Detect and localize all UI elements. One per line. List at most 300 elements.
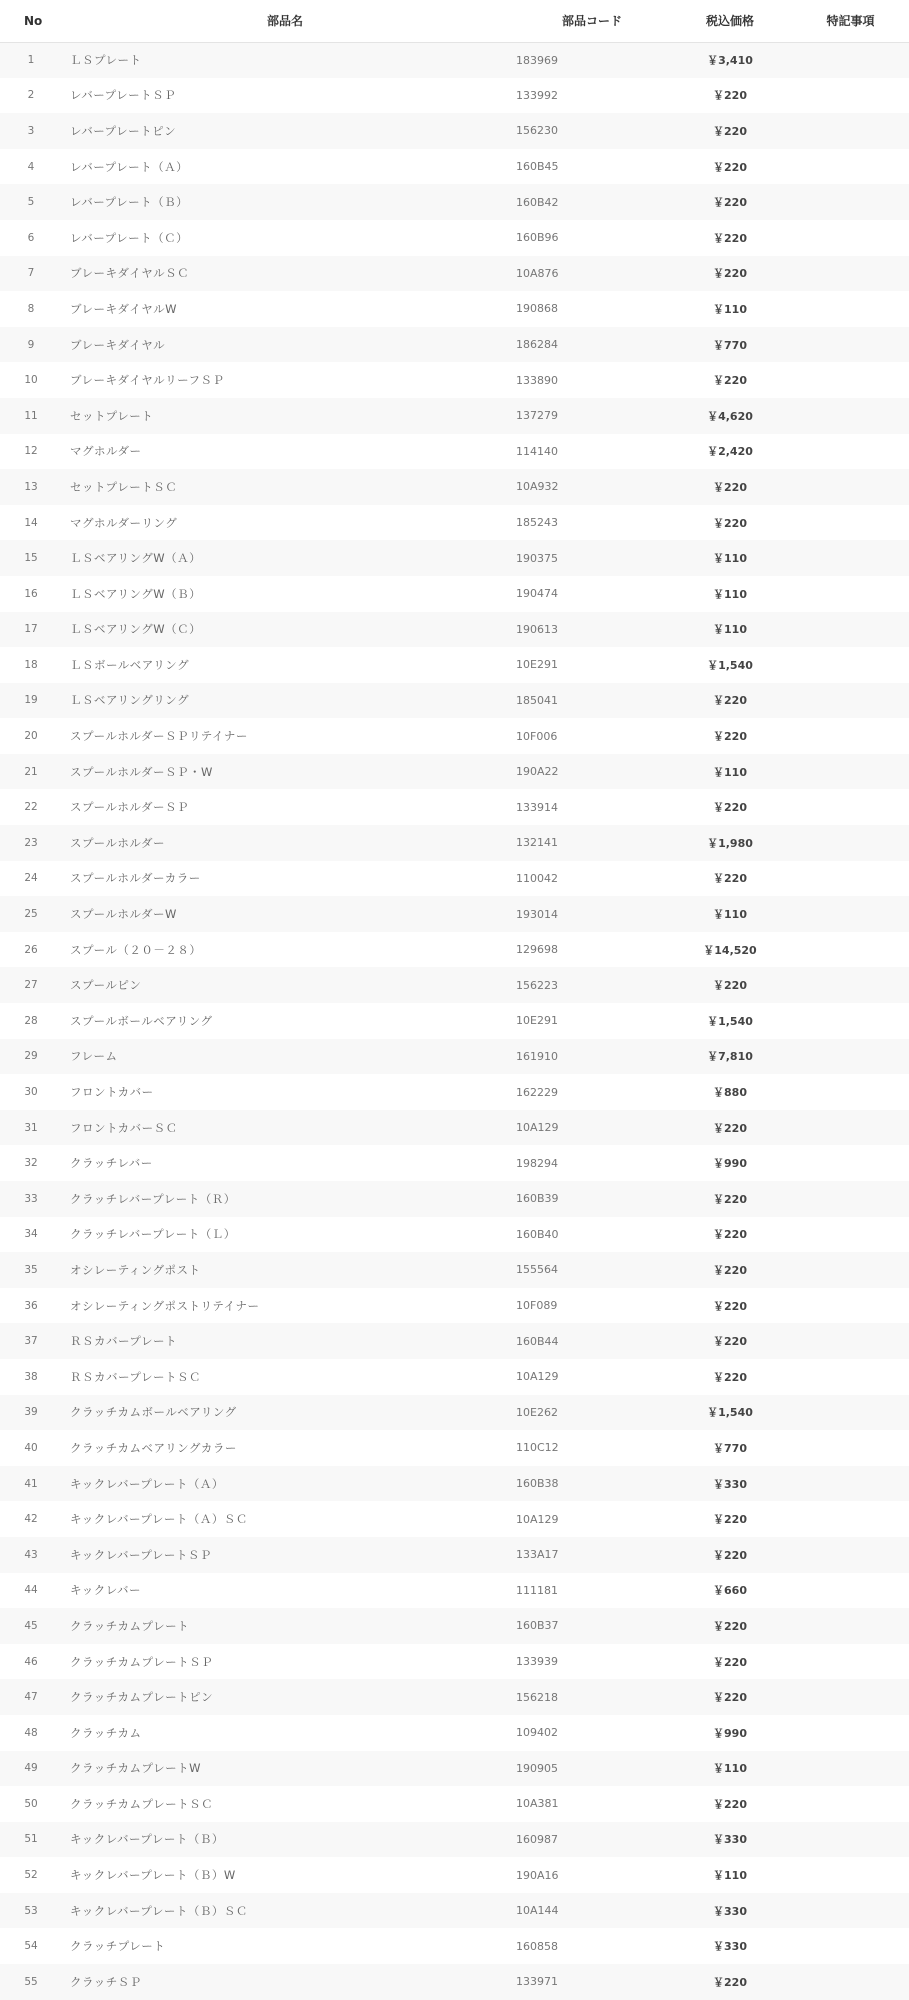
part-name: キックレバープレート（Ｂ） bbox=[70, 1832, 224, 1847]
part-note bbox=[792, 540, 909, 576]
part-name: スプールホルダーカラー bbox=[70, 871, 201, 886]
part-price: ￥220 bbox=[713, 1263, 747, 1277]
part-note bbox=[792, 647, 909, 683]
part-name: クラッチカムプレートピン bbox=[70, 1690, 214, 1705]
part-note bbox=[792, 184, 909, 220]
table-row bbox=[0, 1252, 909, 1288]
row-number: 20 bbox=[24, 730, 38, 743]
table-row bbox=[0, 505, 909, 541]
part-code: 10F089 bbox=[516, 1299, 558, 1313]
part-price: ￥330 bbox=[713, 1940, 747, 1954]
table-row bbox=[0, 1145, 909, 1181]
part-name: セットプレート bbox=[70, 408, 154, 423]
part-name: ＬＳベアリングリング bbox=[70, 693, 190, 708]
row-number: 25 bbox=[24, 908, 38, 921]
part-name: レバープレート（Ｃ） bbox=[70, 230, 189, 245]
table-row bbox=[0, 932, 909, 968]
part-price: ￥220 bbox=[713, 1619, 747, 1633]
part-code: 186284 bbox=[516, 338, 558, 352]
part-name: クラッチカムベアリングカラー bbox=[70, 1440, 237, 1455]
part-note bbox=[792, 1537, 909, 1573]
part-price: ￥220 bbox=[713, 694, 747, 708]
part-note bbox=[792, 1501, 909, 1537]
part-note bbox=[792, 612, 909, 648]
part-price: ￥220 bbox=[713, 1975, 747, 1989]
part-price: ￥220 bbox=[713, 516, 747, 530]
part-code: 133971 bbox=[516, 1975, 558, 1989]
part-note bbox=[792, 1359, 909, 1395]
part-code: 160987 bbox=[516, 1832, 558, 1846]
part-code: 190905 bbox=[516, 1761, 558, 1775]
part-name: レバープレートＳＰ bbox=[70, 88, 177, 103]
part-price: ￥1,540 bbox=[707, 658, 753, 672]
part-note bbox=[792, 78, 909, 114]
row-number: 51 bbox=[24, 1833, 38, 1846]
row-number: 37 bbox=[24, 1335, 38, 1348]
table-row bbox=[0, 256, 909, 292]
part-code: 160B38 bbox=[516, 1477, 559, 1491]
part-code: 193014 bbox=[516, 907, 558, 921]
row-number: 47 bbox=[24, 1691, 38, 1704]
row-number: 40 bbox=[24, 1441, 38, 1454]
part-note bbox=[792, 256, 909, 292]
row-number: 55 bbox=[24, 1975, 38, 1988]
part-name: クラッチカムプレートＳＰ bbox=[70, 1654, 214, 1669]
part-note bbox=[792, 576, 909, 612]
part-code: 133939 bbox=[516, 1655, 558, 1669]
row-number: 32 bbox=[24, 1157, 38, 1170]
row-number: 35 bbox=[24, 1263, 38, 1276]
header-part-code: 部品コード bbox=[508, 0, 668, 42]
table-row bbox=[0, 78, 909, 114]
table-row bbox=[0, 327, 909, 363]
table-row bbox=[0, 861, 909, 897]
part-price: ￥110 bbox=[713, 1869, 747, 1883]
part-code: 10A876 bbox=[516, 266, 559, 280]
part-note bbox=[792, 1786, 909, 1822]
table-row bbox=[0, 1679, 909, 1715]
table-row bbox=[0, 398, 909, 434]
part-name: オシレーティングポスト bbox=[70, 1262, 201, 1277]
row-number: 38 bbox=[24, 1370, 38, 1383]
row-number: 10 bbox=[24, 374, 38, 387]
part-name: キックレバー bbox=[70, 1583, 141, 1598]
row-number: 54 bbox=[24, 1940, 38, 1953]
part-name: ブレーキダイヤル bbox=[70, 337, 166, 352]
part-code: 10A144 bbox=[516, 1904, 559, 1918]
table-row bbox=[0, 1466, 909, 1502]
part-code: 161910 bbox=[516, 1049, 558, 1063]
row-number: 1 bbox=[27, 54, 35, 67]
part-note bbox=[792, 1573, 909, 1609]
part-note bbox=[792, 1964, 909, 2000]
part-price: ￥220 bbox=[713, 89, 747, 103]
header-no: No bbox=[0, 0, 62, 42]
part-note bbox=[792, 896, 909, 932]
part-price: ￥1,540 bbox=[707, 1014, 753, 1028]
part-note bbox=[792, 1751, 909, 1787]
part-note bbox=[792, 1252, 909, 1288]
part-code: 190474 bbox=[516, 587, 558, 601]
part-note bbox=[792, 398, 909, 434]
table-row bbox=[0, 789, 909, 825]
row-number: 7 bbox=[27, 267, 35, 280]
row-number: 30 bbox=[24, 1086, 38, 1099]
part-name: クラッチカムプレートＳＣ bbox=[70, 1796, 214, 1811]
row-number: 41 bbox=[24, 1477, 38, 1490]
part-name: ＬＳベアリングW（Ｂ） bbox=[70, 586, 202, 601]
part-name: クラッチカムプレートW bbox=[70, 1761, 201, 1776]
table-body bbox=[0, 42, 909, 2000]
part-name: キックレバープレートＳＰ bbox=[70, 1547, 212, 1562]
part-name: ブレーキダイヤルリーフＳＰ bbox=[70, 373, 225, 388]
part-name: ブレーキダイヤルW bbox=[70, 301, 177, 316]
part-note bbox=[792, 1608, 909, 1644]
part-note bbox=[792, 1145, 909, 1181]
part-note bbox=[792, 861, 909, 897]
part-note bbox=[792, 1644, 909, 1680]
row-number: 4 bbox=[27, 160, 35, 173]
row-number: 6 bbox=[27, 231, 35, 244]
part-name: クラッチレバープレート（Ｌ） bbox=[70, 1227, 236, 1242]
table-row bbox=[0, 434, 909, 470]
row-number: 12 bbox=[24, 445, 38, 458]
table-row bbox=[0, 1395, 909, 1431]
row-number: 45 bbox=[24, 1619, 38, 1632]
part-note bbox=[792, 505, 909, 541]
row-number: 14 bbox=[24, 516, 38, 529]
part-price: ￥110 bbox=[713, 623, 747, 637]
part-note bbox=[792, 1893, 909, 1929]
part-code: 10E291 bbox=[516, 1014, 558, 1028]
part-note bbox=[792, 149, 909, 185]
part-name: クラッチプレート bbox=[70, 1939, 166, 1954]
part-price: ￥4,620 bbox=[707, 409, 753, 423]
part-name: スプールボールベアリング bbox=[70, 1013, 213, 1028]
row-number: 16 bbox=[24, 587, 38, 600]
part-code: 10A381 bbox=[516, 1797, 559, 1811]
table-row bbox=[0, 1323, 909, 1359]
part-code: 160B45 bbox=[516, 160, 559, 174]
row-number: 18 bbox=[24, 658, 38, 671]
part-price: ￥1,980 bbox=[707, 836, 753, 850]
part-price: ￥220 bbox=[713, 1513, 747, 1527]
part-price: ￥3,410 bbox=[707, 54, 753, 68]
part-name: ＬＳプレート bbox=[70, 53, 142, 68]
row-number: 24 bbox=[24, 872, 38, 885]
row-number: 33 bbox=[24, 1192, 38, 1205]
table-row bbox=[0, 1537, 909, 1573]
part-note bbox=[792, 967, 909, 1003]
part-name: キックレバープレート（Ｂ）W bbox=[70, 1868, 236, 1883]
part-code: 160B96 bbox=[516, 231, 559, 245]
part-code: 185041 bbox=[516, 693, 558, 707]
part-price: ￥1,540 bbox=[707, 1406, 753, 1420]
part-code: 129698 bbox=[516, 943, 558, 957]
header-row bbox=[0, 0, 909, 42]
part-code: 198294 bbox=[516, 1156, 558, 1170]
part-code: 111181 bbox=[516, 1583, 558, 1597]
part-note bbox=[792, 1715, 909, 1751]
part-price: ￥990 bbox=[713, 1157, 747, 1171]
part-code: 114140 bbox=[516, 444, 558, 458]
part-price: ￥220 bbox=[713, 730, 747, 744]
part-name: マグホルダーリング bbox=[70, 515, 178, 530]
part-price: ￥110 bbox=[713, 552, 747, 566]
part-price: ￥660 bbox=[713, 1584, 747, 1598]
table-row bbox=[0, 1893, 909, 1929]
table-row bbox=[0, 1501, 909, 1537]
part-note bbox=[792, 683, 909, 719]
table-row bbox=[0, 1822, 909, 1858]
part-code: 160B39 bbox=[516, 1192, 559, 1206]
row-number: 21 bbox=[24, 765, 38, 778]
table-row bbox=[0, 149, 909, 185]
part-price: ￥110 bbox=[713, 908, 747, 922]
row-number: 27 bbox=[24, 979, 38, 992]
part-code: 10F006 bbox=[516, 729, 558, 743]
row-number: 2 bbox=[27, 89, 35, 102]
part-code: 156218 bbox=[516, 1690, 558, 1704]
part-name: キックレバープレート（Ａ） bbox=[70, 1476, 224, 1491]
part-name: スプールホルダー bbox=[70, 835, 165, 850]
part-price: ￥220 bbox=[713, 1335, 747, 1349]
table-row bbox=[0, 896, 909, 932]
part-price: ￥220 bbox=[713, 1655, 747, 1669]
part-code: 183969 bbox=[516, 53, 558, 67]
part-note bbox=[792, 1395, 909, 1431]
part-name: マグホルダー bbox=[70, 444, 142, 459]
row-number: 43 bbox=[24, 1548, 38, 1561]
table-row bbox=[0, 1003, 909, 1039]
part-name: ＬＳベアリングW（Ａ） bbox=[70, 551, 202, 566]
part-name: ＲＳカバープレート bbox=[70, 1334, 177, 1349]
table-row bbox=[0, 612, 909, 648]
part-code: 133890 bbox=[516, 373, 558, 387]
part-code: 10A932 bbox=[516, 480, 559, 494]
part-price: ￥770 bbox=[713, 1441, 747, 1455]
row-number: 19 bbox=[24, 694, 38, 707]
part-code: 10E291 bbox=[516, 658, 558, 672]
part-code: 190A22 bbox=[516, 765, 559, 779]
part-code: 10A129 bbox=[516, 1121, 559, 1135]
part-price: ￥220 bbox=[713, 1370, 747, 1384]
part-name: ブレーキダイヤルＳＣ bbox=[70, 266, 190, 281]
table-row bbox=[0, 754, 909, 790]
row-number: 26 bbox=[24, 943, 38, 956]
part-price: ￥220 bbox=[713, 1299, 747, 1313]
part-note bbox=[792, 327, 909, 363]
part-price: ￥14,520 bbox=[703, 943, 757, 957]
row-number: 17 bbox=[24, 623, 38, 636]
table-row bbox=[0, 1288, 909, 1324]
table-row bbox=[0, 1644, 909, 1680]
part-note bbox=[792, 1181, 909, 1217]
part-code: 156223 bbox=[516, 978, 558, 992]
table-row bbox=[0, 184, 909, 220]
row-number: 36 bbox=[24, 1299, 38, 1312]
part-name: クラッチレバー bbox=[70, 1156, 153, 1171]
part-price: ￥220 bbox=[713, 480, 747, 494]
part-price: ￥110 bbox=[713, 587, 747, 601]
part-name: ＬＳボールベアリング bbox=[70, 657, 190, 672]
part-price: ￥990 bbox=[713, 1726, 747, 1740]
part-name: スプールホルダーＳＰリテイナー bbox=[70, 729, 248, 744]
part-code: 132141 bbox=[516, 836, 558, 850]
part-price: ￥110 bbox=[713, 765, 747, 779]
part-name: クラッチカム bbox=[70, 1725, 142, 1740]
part-code: 10E262 bbox=[516, 1405, 558, 1419]
table-row bbox=[0, 540, 909, 576]
row-number: 5 bbox=[27, 196, 35, 209]
part-name: キックレバープレート（Ａ）ＳＣ bbox=[70, 1512, 248, 1527]
part-note bbox=[792, 1430, 909, 1466]
part-code: 133992 bbox=[516, 88, 558, 102]
part-note bbox=[792, 1074, 909, 1110]
table-row bbox=[0, 1928, 909, 1964]
part-note bbox=[792, 1288, 909, 1324]
table-row bbox=[0, 291, 909, 327]
part-code: 110C12 bbox=[516, 1441, 559, 1455]
part-price: ￥220 bbox=[713, 196, 747, 210]
row-number: 3 bbox=[27, 124, 35, 137]
part-price: ￥220 bbox=[713, 374, 747, 388]
part-price: ￥880 bbox=[713, 1086, 747, 1100]
part-name: セットプレートＳＣ bbox=[70, 479, 178, 494]
table-row bbox=[0, 1039, 909, 1075]
part-name: クラッチＳＰ bbox=[70, 1974, 142, 1989]
table-row bbox=[0, 1857, 909, 1893]
row-number: 52 bbox=[24, 1869, 38, 1882]
part-code: 190A16 bbox=[516, 1868, 559, 1882]
part-price: ￥220 bbox=[713, 1192, 747, 1206]
row-number: 22 bbox=[24, 801, 38, 814]
table-row bbox=[0, 1181, 909, 1217]
part-code: 190868 bbox=[516, 302, 558, 316]
part-name: フロントカバー bbox=[70, 1085, 154, 1100]
part-note bbox=[792, 1110, 909, 1146]
table-row bbox=[0, 967, 909, 1003]
part-name: クラッチカムプレート bbox=[70, 1618, 190, 1633]
part-price: ￥330 bbox=[713, 1833, 747, 1847]
part-price: ￥770 bbox=[713, 338, 747, 352]
table-header bbox=[0, 0, 909, 42]
part-note bbox=[792, 718, 909, 754]
part-note bbox=[792, 434, 909, 470]
part-name: フレーム bbox=[70, 1049, 118, 1064]
row-number: 13 bbox=[24, 480, 38, 493]
table-row bbox=[0, 718, 909, 754]
row-number: 44 bbox=[24, 1584, 38, 1597]
part-price: ￥110 bbox=[713, 302, 747, 316]
part-name: ＲＳカバープレートＳＣ bbox=[70, 1369, 201, 1384]
row-number: 50 bbox=[24, 1797, 38, 1810]
part-price: ￥220 bbox=[713, 872, 747, 886]
part-code: 190375 bbox=[516, 551, 558, 565]
part-code: 162229 bbox=[516, 1085, 558, 1099]
part-code: 110042 bbox=[516, 871, 558, 885]
part-code: 160B37 bbox=[516, 1619, 559, 1633]
part-note bbox=[792, 1039, 909, 1075]
part-note bbox=[792, 1466, 909, 1502]
part-price: ￥220 bbox=[713, 1121, 747, 1135]
header-notes: 特記事項 bbox=[792, 0, 909, 42]
table-row bbox=[0, 1786, 909, 1822]
table-row bbox=[0, 113, 909, 149]
part-note bbox=[792, 1928, 909, 1964]
part-name: レバープレートピン bbox=[70, 123, 177, 138]
part-note bbox=[792, 42, 909, 78]
part-name: クラッチレバープレート（Ｒ） bbox=[70, 1191, 236, 1206]
part-note bbox=[792, 1217, 909, 1253]
part-note bbox=[792, 113, 909, 149]
table-row bbox=[0, 42, 909, 78]
table-row bbox=[0, 647, 909, 683]
table-row bbox=[0, 1573, 909, 1609]
row-number: 39 bbox=[24, 1406, 38, 1419]
table-row bbox=[0, 1110, 909, 1146]
table-row bbox=[0, 1074, 909, 1110]
part-name: レバープレート（Ｂ） bbox=[70, 195, 189, 210]
part-note bbox=[792, 825, 909, 861]
part-note bbox=[792, 220, 909, 256]
part-name: スプールホルダーW bbox=[70, 907, 177, 922]
part-name: スプール（２０－２８） bbox=[70, 942, 202, 957]
row-number: 42 bbox=[24, 1513, 38, 1526]
part-note bbox=[792, 291, 909, 327]
part-price: ￥330 bbox=[713, 1477, 747, 1491]
part-price: ￥220 bbox=[713, 1548, 747, 1562]
table-row bbox=[0, 1430, 909, 1466]
header-price: 税込価格 bbox=[668, 0, 792, 42]
part-price: ￥220 bbox=[713, 160, 747, 174]
part-name: スプールホルダーＳＰ bbox=[70, 800, 189, 815]
part-code: 160B42 bbox=[516, 195, 559, 209]
part-name: フロントカバーＳＣ bbox=[70, 1120, 178, 1135]
table-row bbox=[0, 1608, 909, 1644]
table-row bbox=[0, 220, 909, 256]
part-code: 109402 bbox=[516, 1726, 558, 1740]
part-code: 160B44 bbox=[516, 1334, 559, 1348]
row-number: 46 bbox=[24, 1655, 38, 1668]
part-note bbox=[792, 1679, 909, 1715]
row-number: 49 bbox=[24, 1762, 38, 1775]
part-note bbox=[792, 362, 909, 398]
part-note bbox=[792, 1822, 909, 1858]
table-row bbox=[0, 1715, 909, 1751]
part-note bbox=[792, 789, 909, 825]
part-price: ￥110 bbox=[713, 1762, 747, 1776]
part-price: ￥220 bbox=[713, 979, 747, 993]
part-code: 156230 bbox=[516, 124, 558, 138]
part-price: ￥220 bbox=[713, 1228, 747, 1242]
table-row bbox=[0, 825, 909, 861]
row-number: 34 bbox=[24, 1228, 38, 1241]
part-name: オシレーティングポストリテイナー bbox=[70, 1298, 260, 1313]
row-number: 48 bbox=[24, 1726, 38, 1739]
part-note bbox=[792, 1003, 909, 1039]
part-name: キックレバープレート（Ｂ）ＳＣ bbox=[70, 1903, 248, 1918]
part-code: 160858 bbox=[516, 1939, 558, 1953]
part-price: ￥220 bbox=[713, 801, 747, 815]
table-row bbox=[0, 362, 909, 398]
row-number: 9 bbox=[27, 338, 35, 351]
table-row bbox=[0, 1964, 909, 2000]
part-name: クラッチカムボールベアリング bbox=[70, 1405, 237, 1420]
part-code: 185243 bbox=[516, 516, 558, 530]
part-code: 155564 bbox=[516, 1263, 558, 1277]
table-row bbox=[0, 1217, 909, 1253]
